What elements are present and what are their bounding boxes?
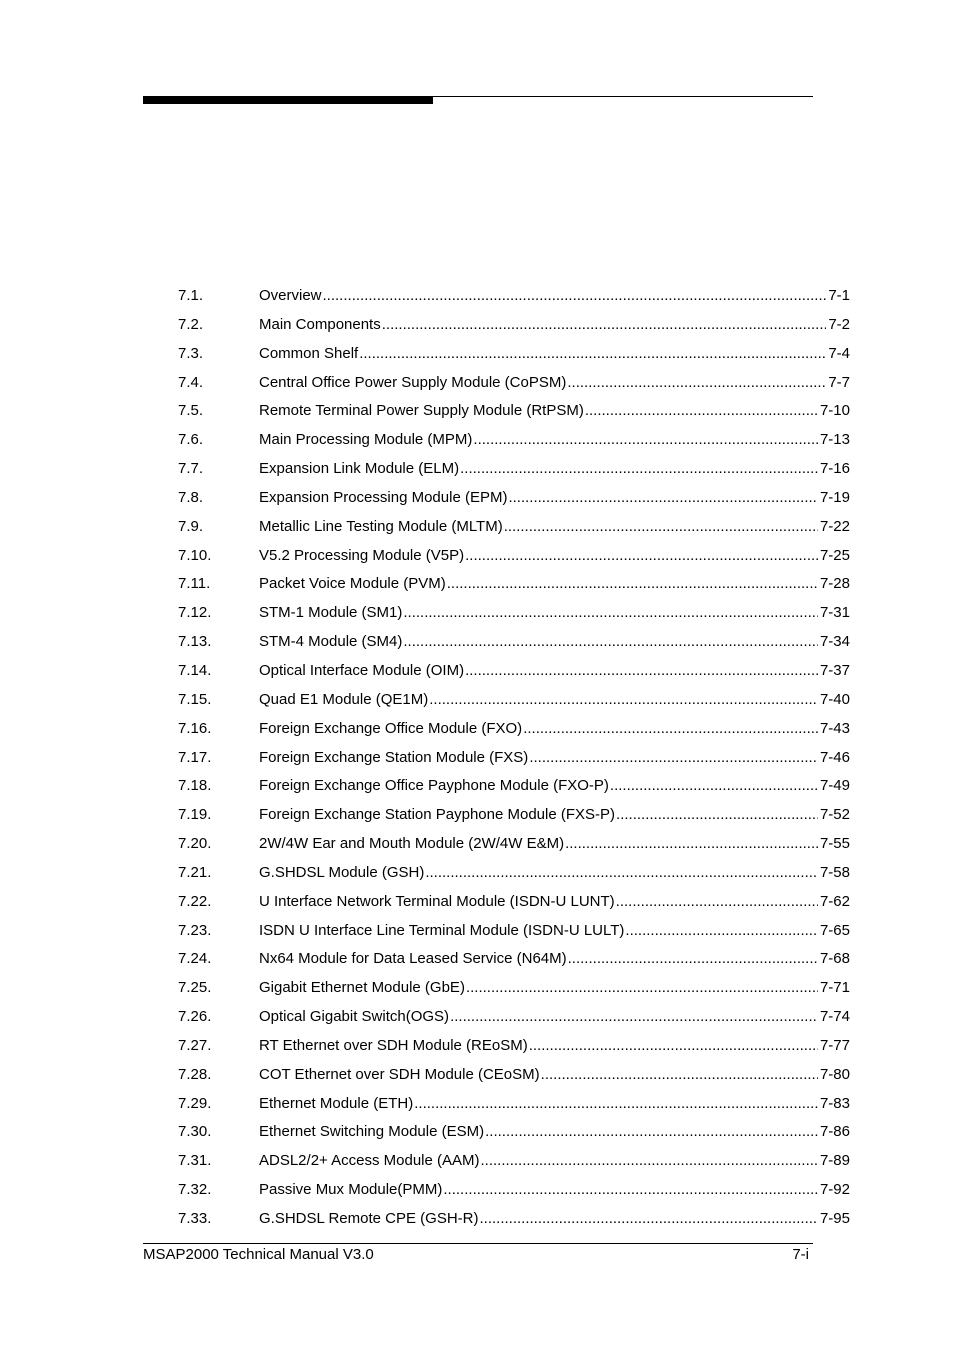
toc-entry-leader bbox=[403, 630, 818, 654]
toc-entry-page: 7-89 bbox=[819, 1152, 850, 1170]
footer-manual-title: MSAP2000 Technical Manual V3.0 bbox=[143, 1246, 374, 1263]
toc-entry-title: U Interface Network Terminal Module (ISDN-U LUNT) bbox=[259, 892, 615, 910]
toc-entry-title: Optical Gigabit Switch(OGS) bbox=[259, 1008, 450, 1026]
toc-entry-page: 7-37 bbox=[819, 661, 850, 679]
toc-entry-page: 7-7 bbox=[828, 373, 850, 391]
toc-entry-leader bbox=[565, 832, 818, 856]
toc-entry-leader bbox=[616, 803, 818, 827]
toc-entry-number: 7.10. bbox=[178, 546, 212, 564]
toc-entry-number: 7.19. bbox=[178, 806, 212, 824]
toc-entry-page: 7-16 bbox=[819, 460, 850, 478]
toc-entry-page: 7-62 bbox=[819, 892, 850, 910]
toc-entry[interactable] bbox=[178, 746, 850, 775]
toc-entry-number: 7.2. bbox=[178, 315, 204, 333]
toc-entry-leader bbox=[529, 1034, 818, 1058]
toc-entry[interactable] bbox=[178, 544, 850, 573]
toc-entry-number: 7.5. bbox=[178, 402, 204, 420]
toc-entry[interactable] bbox=[178, 919, 850, 948]
toc-entry[interactable] bbox=[178, 515, 850, 544]
toc-entry[interactable] bbox=[178, 630, 850, 659]
toc-entry[interactable] bbox=[178, 1120, 850, 1149]
toc-entry-title: Main Processing Module (MPM) bbox=[259, 431, 473, 449]
table-of-contents bbox=[178, 284, 850, 1236]
toc-entry-page: 7-71 bbox=[819, 979, 850, 997]
toc-entry-number: 7.1. bbox=[178, 287, 204, 304]
toc-entry-number: 7.17. bbox=[178, 748, 212, 766]
toc-entry-leader bbox=[450, 1005, 818, 1029]
toc-entry-number: 7.21. bbox=[178, 863, 212, 881]
toc-entry-number: 7.24. bbox=[178, 950, 212, 968]
toc-entry-title: Main Components bbox=[259, 315, 381, 333]
toc-entry-page: 7-22 bbox=[819, 517, 850, 535]
toc-entry-page: 7-52 bbox=[819, 806, 850, 824]
toc-entry-number: 7.32. bbox=[178, 1181, 212, 1199]
toc-entry[interactable] bbox=[178, 486, 850, 515]
toc-entry-page: 7-31 bbox=[819, 604, 850, 622]
toc-entry[interactable] bbox=[178, 284, 850, 313]
toc-entry-number: 7.12. bbox=[178, 604, 212, 622]
toc-entry-title: Remote Terminal Power Supply Module (RtPSM) bbox=[259, 402, 584, 420]
toc-entry-title: ADSL2/2+ Access Module (AAM) bbox=[259, 1152, 480, 1170]
toc-entry-title: Foreign Exchange Office Payphone Module (FXO-P) bbox=[259, 777, 609, 795]
toc-entry-page: 7-13 bbox=[819, 431, 850, 449]
toc-entry-number: 7.16. bbox=[178, 719, 212, 737]
toc-entry-page: 7-95 bbox=[819, 1210, 850, 1227]
toc-entry-leader bbox=[616, 890, 818, 914]
toc-entry[interactable] bbox=[178, 399, 850, 428]
toc-entry-number: 7.20. bbox=[178, 835, 212, 853]
toc-entry-page: 7-83 bbox=[819, 1094, 850, 1112]
toc-entry-page: 7-43 bbox=[819, 719, 850, 737]
toc-entry-number: 7.9. bbox=[178, 517, 204, 535]
toc-entry-leader bbox=[480, 1207, 818, 1231]
toc-entry-title: Common Shelf bbox=[259, 344, 359, 362]
toc-entry-leader bbox=[625, 919, 818, 943]
toc-entry-number: 7.11. bbox=[178, 575, 211, 593]
toc-entry-title: Optical Interface Module (OIM) bbox=[259, 661, 465, 679]
toc-entry-title: RT Ethernet over SDH Module (REoSM) bbox=[259, 1036, 528, 1054]
toc-entry-leader bbox=[568, 947, 818, 971]
toc-entry-leader bbox=[485, 1120, 818, 1144]
toc-entry-leader bbox=[610, 774, 818, 798]
toc-entry-leader bbox=[382, 313, 827, 337]
toc-entry-title: Ethernet Switching Module (ESM) bbox=[259, 1123, 485, 1141]
toc-entry[interactable] bbox=[178, 861, 850, 890]
toc-entry-leader bbox=[429, 688, 818, 712]
toc-entry-title: STM-4 Module (SM4) bbox=[259, 633, 403, 651]
toc-entry[interactable] bbox=[178, 313, 850, 342]
toc-entry-leader bbox=[414, 1092, 818, 1116]
toc-entry-title: Overview bbox=[259, 287, 322, 304]
toc-entry-number: 7.6. bbox=[178, 431, 204, 449]
toc-entry-leader bbox=[465, 544, 818, 568]
toc-entry-leader bbox=[443, 1178, 818, 1202]
toc-entry-title: Foreign Exchange Office Module (FXO) bbox=[259, 719, 523, 737]
toc-entry-number: 7.28. bbox=[178, 1065, 212, 1083]
toc-entry-leader bbox=[473, 428, 818, 452]
toc-entry-number: 7.25. bbox=[178, 979, 212, 997]
toc-entry-leader bbox=[466, 976, 818, 1000]
toc-entry[interactable] bbox=[178, 774, 850, 803]
toc-entry[interactable] bbox=[178, 457, 850, 486]
header-rule-accent bbox=[143, 96, 433, 104]
toc-entry-page: 7-19 bbox=[819, 488, 850, 506]
toc-entry[interactable] bbox=[178, 572, 850, 601]
toc-entry-leader bbox=[529, 746, 818, 770]
toc-entry-page: 7-86 bbox=[819, 1123, 850, 1141]
toc-entry-number: 7.4. bbox=[178, 373, 204, 391]
toc-entry[interactable] bbox=[178, 890, 850, 919]
toc-entry-page: 7-2 bbox=[828, 315, 850, 333]
toc-entry-number: 7.31. bbox=[178, 1152, 212, 1170]
toc-entry-leader bbox=[585, 399, 818, 423]
toc-entry[interactable] bbox=[178, 1005, 850, 1034]
toc-entry-number: 7.15. bbox=[178, 690, 212, 708]
toc-entry-number: 7.8. bbox=[178, 488, 204, 506]
toc-entry-title: Central Office Power Supply Module (CoPSM) bbox=[259, 373, 567, 391]
toc-entry-page: 7-77 bbox=[819, 1036, 850, 1054]
toc-entry[interactable] bbox=[178, 428, 850, 457]
toc-entry[interactable] bbox=[178, 976, 850, 1005]
toc-entry[interactable] bbox=[178, 832, 850, 861]
toc-entry-title: V5.2 Processing Module (V5P) bbox=[259, 546, 465, 564]
toc-entry-leader bbox=[541, 1063, 818, 1087]
toc-entry-title: Packet Voice Module (PVM) bbox=[259, 575, 446, 593]
toc-entry[interactable] bbox=[178, 371, 850, 400]
toc-entry-leader bbox=[403, 601, 818, 625]
toc-entry-title: Foreign Exchange Station Payphone Module (FXS-P) bbox=[259, 806, 616, 824]
toc-entry-page: 7-58 bbox=[819, 863, 850, 881]
toc-entry-title: ISDN U Interface Line Terminal Module (ISDN-U LULT) bbox=[259, 921, 625, 939]
toc-entry[interactable] bbox=[178, 1063, 850, 1092]
toc-entry-title: Nx64 Module for Data Leased Service (N64M) bbox=[259, 950, 567, 968]
toc-entry-page: 7-46 bbox=[819, 748, 850, 766]
toc-entry-page: 7-68 bbox=[819, 950, 850, 968]
toc-entry-number: 7.26. bbox=[178, 1008, 212, 1026]
toc-entry-number: 7.23. bbox=[178, 921, 212, 939]
toc-entry[interactable] bbox=[178, 1034, 850, 1063]
toc-entry-number: 7.29. bbox=[178, 1094, 212, 1112]
toc-entry-leader bbox=[359, 342, 826, 366]
toc-entry-title: 2W/4W Ear and Mouth Module (2W/4W E&M) bbox=[259, 835, 565, 853]
toc-entry-title: Metallic Line Testing Module (MLTM) bbox=[259, 517, 503, 535]
toc-entry-leader bbox=[447, 572, 818, 596]
toc-entry-page: 7-10 bbox=[819, 402, 850, 420]
toc-entry-page: 7-49 bbox=[819, 777, 850, 795]
toc-entry-page: 7-25 bbox=[819, 546, 850, 564]
toc-entry-page: 7-40 bbox=[819, 690, 850, 708]
toc-entry[interactable] bbox=[178, 688, 850, 717]
toc-entry-title: G.SHDSL Module (GSH) bbox=[259, 863, 425, 881]
toc-entry-number: 7.13. bbox=[178, 633, 212, 651]
toc-entry-page: 7-80 bbox=[819, 1065, 850, 1083]
toc-entry[interactable] bbox=[178, 659, 850, 688]
toc-entry-page: 7-92 bbox=[819, 1181, 850, 1199]
footer-rule bbox=[143, 1243, 813, 1244]
toc-entry-title: Foreign Exchange Station Module (FXS) bbox=[259, 748, 529, 766]
toc-entry-number: 7.7. bbox=[178, 460, 204, 478]
toc-entry-leader bbox=[425, 861, 818, 885]
toc-entry-title: Expansion Link Module (ELM) bbox=[259, 460, 460, 478]
toc-entry-page: 7-55 bbox=[819, 835, 850, 853]
toc-entry[interactable] bbox=[178, 1207, 850, 1236]
toc-entry-leader bbox=[567, 371, 826, 395]
toc-entry-leader bbox=[504, 515, 818, 539]
toc-entry-title: Quad E1 Module (QE1M) bbox=[259, 690, 429, 708]
toc-entry-leader bbox=[323, 284, 827, 308]
toc-entry-number: 7.33. bbox=[178, 1210, 212, 1227]
toc-entry-number: 7.3. bbox=[178, 344, 204, 362]
toc-entry-page: 7-28 bbox=[819, 575, 850, 593]
toc-entry[interactable] bbox=[178, 717, 850, 746]
toc-entry-number: 7.22. bbox=[178, 892, 212, 910]
toc-entry-leader bbox=[460, 457, 818, 481]
toc-entry-title: COT Ethernet over SDH Module (CEoSM) bbox=[259, 1065, 540, 1083]
toc-entry-title: G.SHDSL Remote CPE (GSH-R) bbox=[259, 1210, 479, 1227]
toc-entry-page: 7-65 bbox=[819, 921, 850, 939]
toc-entry-title: STM-1 Module (SM1) bbox=[259, 604, 403, 622]
footer-page-number: 7-i bbox=[792, 1246, 809, 1263]
toc-entry-leader bbox=[481, 1149, 818, 1173]
toc-entry-title: Gigabit Ethernet Module (GbE) bbox=[259, 979, 465, 997]
toc-entry-number: 7.27. bbox=[178, 1036, 212, 1054]
toc-entry[interactable] bbox=[178, 1149, 850, 1178]
toc-entry-leader bbox=[465, 659, 818, 683]
toc-entry[interactable] bbox=[178, 1092, 850, 1121]
toc-entry-page: 7-4 bbox=[828, 344, 850, 362]
toc-entry-number: 7.30. bbox=[178, 1123, 212, 1141]
toc-entry[interactable] bbox=[178, 342, 850, 371]
toc-entry-number: 7.18. bbox=[178, 777, 212, 795]
toc-entry-title: Ethernet Module (ETH) bbox=[259, 1094, 414, 1112]
toc-entry-page: 7-74 bbox=[819, 1008, 850, 1026]
toc-entry-page: 7-1 bbox=[828, 287, 850, 304]
toc-entry-leader bbox=[523, 717, 818, 741]
toc-entry[interactable] bbox=[178, 803, 850, 832]
toc-entry-title: Expansion Processing Module (EPM) bbox=[259, 488, 508, 506]
toc-entry-page: 7-34 bbox=[819, 633, 850, 651]
toc-entry-leader bbox=[508, 486, 818, 510]
toc-entry[interactable] bbox=[178, 947, 850, 976]
toc-entry[interactable] bbox=[178, 601, 850, 630]
toc-entry-number: 7.14. bbox=[178, 661, 212, 679]
toc-entry[interactable] bbox=[178, 1178, 850, 1207]
toc-entry-title: Passive Mux Module(PMM) bbox=[259, 1181, 443, 1199]
